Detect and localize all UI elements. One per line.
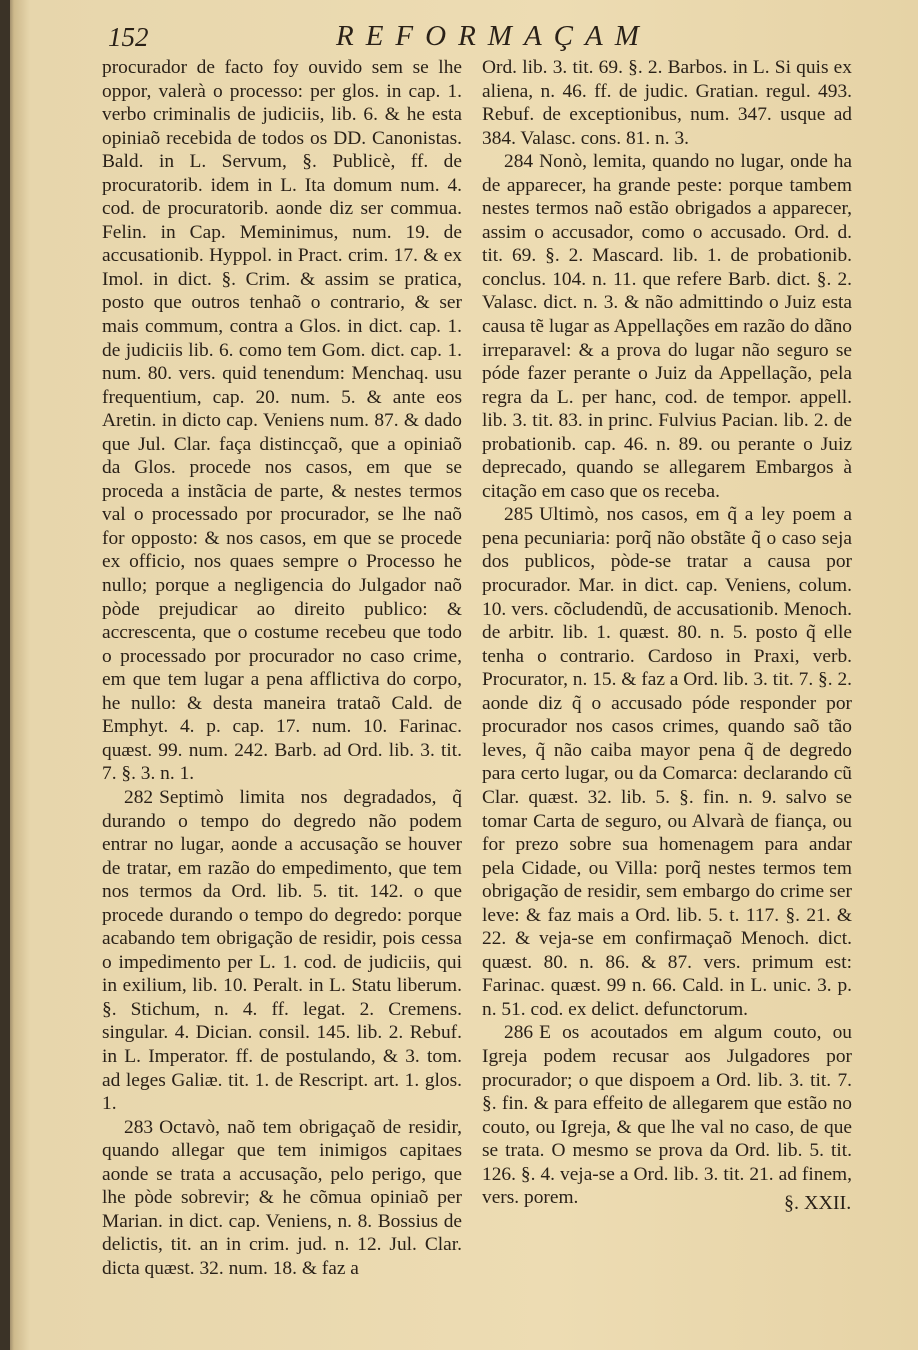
paragraph-text: Ultimò, nos casos, em q̃ a ley poem a pena pecuniaria: porq̃ não obstãte q̃ o caso seja dos publicos, pòde-se tratar a causa por procurador. Mar. in dict. cap. Veniens, colum. 10. vers. cõcludendũ, de accusationib. Menoch. de arbitr. lib. 1. quæst. 80. n. 5. posto q̃ elle tenha o contrario. Cardoso in Praxi, verb. Procurator, n. 15. & faz a Ord. lib. 3. tit. 7. §. 2. aonde diz q̃ o accusado póde responder por procurador nos casos crimes, quando saõ tão leves, q̃ não caiba mayor pena q̃ de degredo para certo lugar, ou da Comarca: declarando cũ Clar. quæst. 32. lib. 5. §. fin. n. 9. salvo se tomar Carta de seguro, ou Alvarà de fiança, ou for prezo sobre sua homenagem para andar pela Cidade, ou Villa: porq̃ nestes termos tem obrigação de residir, sem embargo do crime ser leve: & faz mais a Ord. lib. 5. t. 117. §. 21. & 22. & veja-se em confirmaçaõ Menoch. dict. quæst. 80. n. 86. & 87. vers. primum est: Farinac. quæst. 99 n. 66. Cald. in L. unic. 3. p. n. 51. cod. ex delict. defunctorum. bbox=[482, 504, 852, 1020]
paragraph-number: 285 bbox=[504, 504, 534, 526]
paragraph-continued: Ord. lib. 3. tit. 69. §. 2. Barbos. in L. Si quis ex aliena, n. 46. ff. de judic. Gratian. regul. 493. Rebuf. de exceptionibus, num. 347. usque ad 384. Valasc. cons. 81. n. 3. bbox=[482, 57, 852, 149]
right-column bbox=[482, 56, 852, 1210]
left-column bbox=[102, 56, 462, 1280]
paragraph-286 bbox=[482, 1021, 852, 1209]
paragraph-number: 283 bbox=[124, 1116, 154, 1138]
paragraph-284 bbox=[482, 150, 852, 503]
paragraph-number: 286 bbox=[504, 1022, 534, 1044]
page-number: 152 bbox=[108, 22, 149, 52]
paragraph-text: Octavò, naõ tem obrigaçaõ de residir, quando allegar que tem inimigos capitaes aonde se trata a accusação, pelo perigo, que lhe pòde sobrevir; & he cõmua opiniaõ per Marian. in dict. cap. Veniens, n. 8. Bossius de delictis, tit. an in crim. jud. n. 12. Jul. Clar. dicta quæst. 32. num. 18. & faz a bbox=[102, 1116, 462, 1279]
paragraph-285 bbox=[482, 503, 852, 1021]
binding-gutter bbox=[0, 0, 10, 1350]
paragraph-number: 284 bbox=[504, 151, 534, 173]
page-header bbox=[108, 20, 868, 54]
catchword: §. XXII. bbox=[784, 1192, 852, 1214]
paragraph-text: E os acoutados em algum couto, ou Igreja podem recusar aos Julgadores por procurador; o que dispoem a Ord. lib. 3. tit. 7. §. fin. & para effeito de allegarem que estão no couto, ou Igreja, & que lhe val no caso, de que se trata. O mesmo se prova da Ord. lib. 5. tit. 126. §. 4. veja-se a Ord. lib. 3. tit. 21. ad finem, vers. porem. bbox=[482, 1022, 852, 1209]
paragraph-282 bbox=[102, 786, 462, 1116]
paragraph-text: Nonò, lemita, quando no lugar, onde ha de apparecer, ha grande peste: porque tambem nestes termos naõ estão obrigados a apparecer, assim o accusador, como o accusado. Ord. d. tit. 69. §. 2. Mascard. lib. 1. de probationib. conclus. 104. n. 11. que refere Barb. dict. §. 2. Valasc. dict. n. 3. & não admittindo o Juiz esta causa tẽ lugar as Appellações em razão do dãno irreparavel: & a prova do lugar não seguro se póde fazer perante o Juiz da Appellação, pela regra da L. per hanc, cod. de tempor. appell. lib. 3. tit. 83. in princ. Fulvius Pacian. lib. 2. de probationib. cap. 46. n. 89. ou perante o Juiz deprecado, quando se allegarem Embargos à citação em caso que os receba. bbox=[482, 151, 852, 502]
running-title: REFORMAÇAM bbox=[336, 20, 651, 52]
paragraph-text: Septimò limita nos degradados, q̃ durando o tempo do degredo não podem entrar no lugar, aonde a accusação se houver de tratar, em razão do empedimento, que tem nos termos da Ord. lib. 5. tit. 142. o que procede durando o tempo do degredo: porque acabando tem obrigação de residir, pois cessa o impedimento per L. 1. cod. de judiciis, qui in exilium, lib. 10. Peralt. in L. Statu liberum. §. Stichum, n. 4. ff. legat. 2. Cremens. singular. 4. Dician. consil. 145. lib. 2. Rebuf. in L. Imperator. ff. de postulando, & 3. tom. ad leges Galiæ. tit. 1. de Rescript. art. 1. glos. 1. bbox=[102, 786, 462, 1115]
paragraph-number: 282 bbox=[124, 786, 154, 808]
paragraph-continued: procurador de facto foy ouvido sem se lhe oppor, valerà o processo: per glos. in cap. 1. verbo criminalis de judiciis, lib. 6. & he esta opiniaõ recebida de todos os DD. Canonistas. Bald. in L. Servum, §. Publicè, ff. de procuratorib. idem in L. Ita domum num. 4. cod. de procuratorib. aonde diz ser commua. Felin. in Cap. Meminimus, num. 19. de accusationib. Hyppol. in Pract. crim. 17. & ex Imol. in dict. §. Crim. & assim se pratica, posto que outros tenhaõ o contrario, & ser mais commum, contra a Glos. in dict. cap. 1. de judiciis lib. 6. como tem Gom. dict. cap. 1. num. 80. vers. quid tenendum: Menchaq. usu frequentium, cap. 20. num. 5. & ante eos Aretin. in dicto cap. Veniens num. 87. & dado que Jul. Clar. faça distincçaõ, que a opiniaõ da Glos. procede nos casos, em que se proceda a instãcia de parte, & nestes termos val o processado por procurador, se lhe naõ for opposto: & nos casos, em que se procede ex officio, nos quaes sempre o Processo he nullo; porque a negligencia do Julgador naõ pòde prejudicar ao direito publico: & accrescenta, que o costume recebeu que todo o processado por procurador no caso crime, em que tem lugar a pena afflictiva do corpo, he nullo: & desta maneira trataõ Cald. de Emphyt. 4. p. cap. 17. num. 10. Farinac. quæst. 99. num. 242. Barb. ad Ord. lib. 3. tit. 7. §. 3. n. 1. bbox=[102, 57, 462, 785]
paragraph-283 bbox=[102, 1116, 462, 1281]
